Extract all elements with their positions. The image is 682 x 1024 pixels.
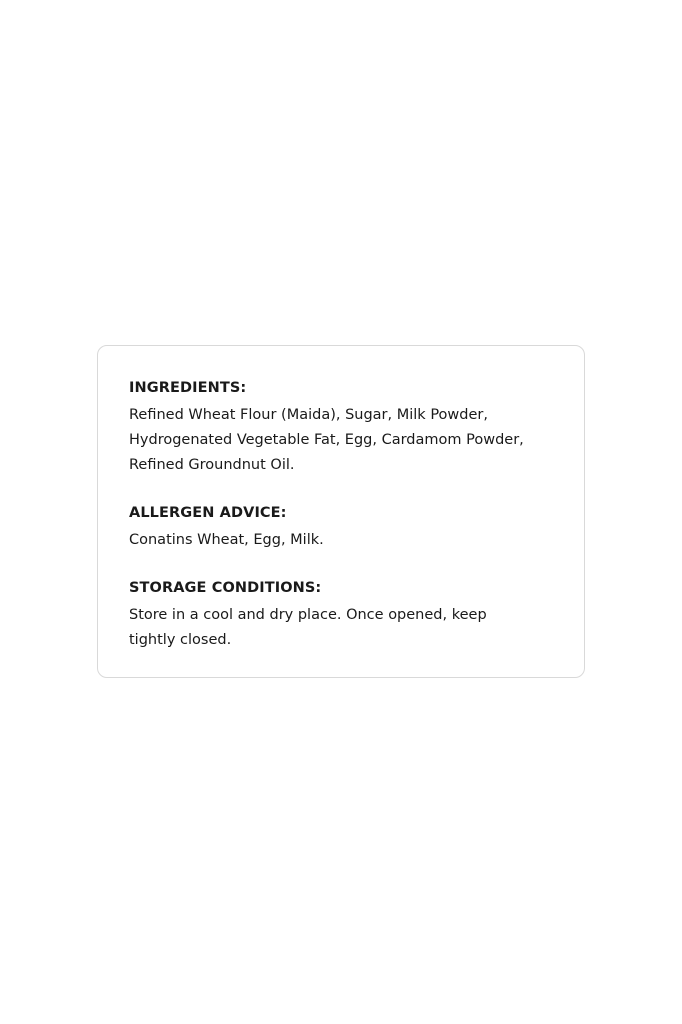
storage-conditions-text: Store in a cool and dry place. Once opened, keep tightly closed. xyxy=(129,606,487,648)
storage-conditions-heading: STORAGE CONDITIONS: xyxy=(129,579,322,596)
ingredients-text: Refined Wheat Flour (Maida), Sugar, Milk Powder, Hydrogenated Vegetable Fat, Egg, Cardamom Powder, Refined Groundnut Oil. xyxy=(129,406,524,473)
allergen-advice-text: Conatins Wheat, Egg, Milk. xyxy=(129,531,324,548)
allergen-advice-section xyxy=(129,503,554,553)
storage-conditions-section xyxy=(129,578,554,653)
allergen-advice-heading: ALLERGEN ADVICE: xyxy=(129,504,287,521)
product-label-card xyxy=(97,345,585,678)
ingredients-section xyxy=(129,378,554,478)
ingredients-heading: INGREDIENTS: xyxy=(129,380,247,396)
label-content xyxy=(98,346,584,653)
